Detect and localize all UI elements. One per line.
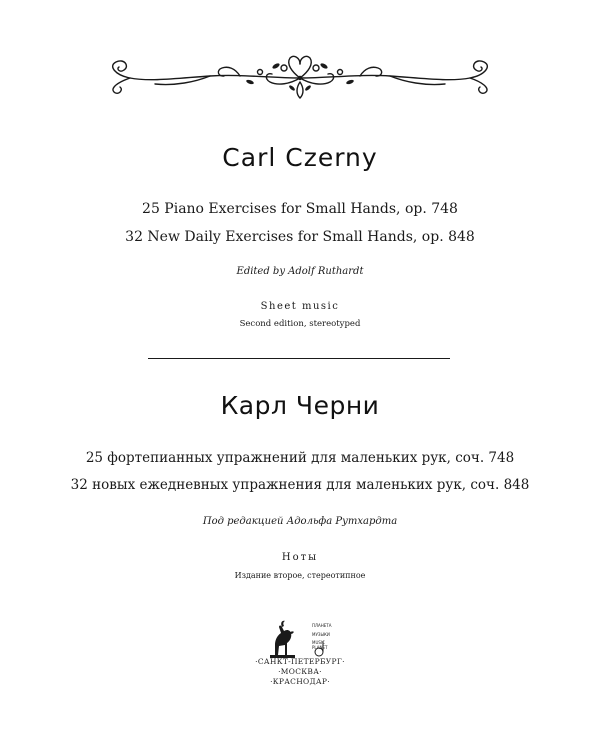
- editor-credit-english: Edited by Adolf Ruthardt: [236, 266, 364, 277]
- work-title-russian: 25 фортепианных упражнений для маленьких рук, соч. 748: [85, 450, 515, 466]
- edition-note-english: Second edition, stereotyped: [239, 319, 361, 329]
- publisher-city: ·МОСКВА·: [278, 667, 322, 676]
- logo-text-line: MUSIC: [312, 640, 325, 645]
- work-title-english: 32 New Daily Exercises for Small Hands, op. 848: [125, 229, 475, 245]
- logo-text-line: ПЛАНЕТА: [312, 623, 332, 628]
- publication-type-russian: Ноты: [281, 552, 319, 563]
- decorative-ornament-icon: [100, 52, 500, 100]
- author-name-english: Carl Czerny: [222, 143, 378, 172]
- author-name-russian: Карл Черни: [220, 391, 380, 420]
- publication-type-english: Sheet music: [260, 301, 340, 312]
- editor-credit-russian: Под редакцией Адольфа Рутхардта: [202, 516, 398, 527]
- edition-note-russian: Издание второе, стереотипное: [234, 571, 366, 580]
- work-title-russian: 32 новых ежедневных упражнения для маленьких рук, соч. 848: [70, 477, 530, 493]
- work-title-english: 25 Piano Exercises for Small Hands, op. 748: [142, 201, 458, 217]
- publisher-city: ·КРАСНОДАР·: [270, 677, 330, 686]
- publisher-city: ·САНКТ-ПЕТЕРБУРГ·: [255, 657, 345, 666]
- section-divider: [148, 358, 450, 359]
- logo-text-line: PLANET: [312, 645, 328, 650]
- logo-text-line: МУЗЫКИ: [312, 632, 330, 637]
